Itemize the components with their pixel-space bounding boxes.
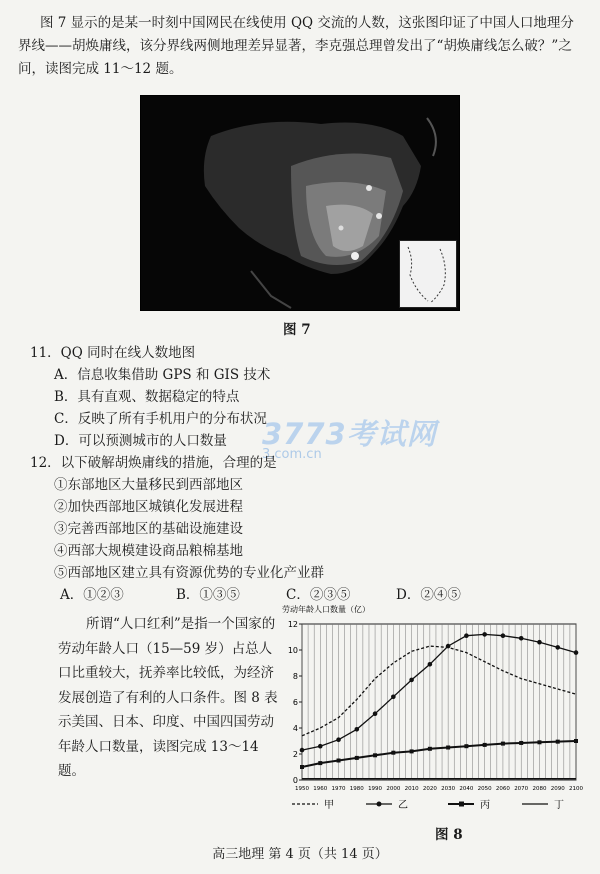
data-point xyxy=(300,765,304,769)
data-point xyxy=(555,645,560,650)
data-point xyxy=(574,739,578,743)
figure-8-caption: 图 8 xyxy=(435,827,463,843)
data-point xyxy=(336,737,341,742)
data-point xyxy=(318,744,323,749)
data-point xyxy=(355,727,360,732)
data-point xyxy=(446,746,450,750)
x-tick-label: 2050 xyxy=(477,786,492,792)
q12-item-1: ①东部地区大量移民到西部地区 xyxy=(54,477,243,493)
chart-legend xyxy=(292,799,564,811)
legend-label-乙: 乙 xyxy=(398,800,408,811)
plot-frame xyxy=(302,624,576,780)
q11-option-c: C．反映了所有手机用户的分布状况 xyxy=(54,411,267,427)
data-point xyxy=(519,741,523,745)
q12-item-5: ⑤西部地区建立具有资源优势的专业化产业群 xyxy=(54,565,324,581)
data-point xyxy=(556,740,560,744)
page-footer: 高三地理 第 4 页（共 14 页） xyxy=(212,847,388,862)
x-tick-label: 2090 xyxy=(550,786,565,792)
y-tick-label: 10 xyxy=(287,646,298,655)
data-point xyxy=(410,749,414,753)
series-line-甲 xyxy=(302,646,576,736)
legend-label-丁: 丁 xyxy=(554,800,564,811)
chart-series xyxy=(300,632,579,779)
inset-graphic xyxy=(400,241,456,307)
data-point xyxy=(482,632,487,637)
data-point xyxy=(373,711,378,716)
question-11-stem: 11．QQ 同时在线人数地图 xyxy=(30,345,196,361)
x-tick-label: 2070 xyxy=(514,786,529,792)
q12-item-4: ④西部大规模建设商品粮棉基地 xyxy=(54,543,243,559)
series-line-丙 xyxy=(302,741,576,767)
x-tick-label: 2060 xyxy=(495,786,510,792)
x-tick-label: 1950 xyxy=(295,786,309,792)
intro-paragraph: 图 7 显示的是某一时刻中国网民在线使用 QQ 交流的人数，这张图印证了中国人口地理分界线——胡焕庸线，该分界线两侧地理差异显著，李克强总理曾发出了“胡焕庸线怎么破？”之问，读图完成 11～12 题。 xyxy=(18,15,574,77)
y-tick-label: 2 xyxy=(292,750,298,759)
x-tick-label: 1980 xyxy=(349,786,364,792)
data-point xyxy=(519,636,524,641)
data-point xyxy=(537,740,541,744)
figure-7-caption: 图 7 xyxy=(283,322,311,338)
x-tick-label: 2080 xyxy=(532,786,547,792)
data-point xyxy=(501,633,506,638)
x-tick-label: 2030 xyxy=(441,786,456,792)
q11-option-d: D．可以预测城市的人口数量 xyxy=(54,433,227,449)
data-point xyxy=(337,759,341,763)
q12-choice-d: D．②④⑤ xyxy=(396,587,461,603)
q12-item-2: ②加快西部地区城镇化发展进程 xyxy=(54,499,243,515)
q12-item-3: ③完善西部地区的基础设施建设 xyxy=(54,521,243,537)
south-china-sea-inset xyxy=(399,240,457,308)
y-tick-label: 8 xyxy=(292,672,298,681)
q11-option-a: A．信息收集借助 GPS 和 GIS 技术 xyxy=(54,367,271,383)
data-point xyxy=(318,761,322,765)
x-tick-labels xyxy=(295,786,583,792)
x-tick-label: 1960 xyxy=(313,786,328,792)
y-tick-labels xyxy=(288,620,302,785)
q11-option-b: B．具有直观、数据稳定的特点 xyxy=(54,389,240,405)
q12-choice-c: C．②③⑤ xyxy=(286,587,351,603)
data-point xyxy=(428,747,432,751)
q12-choice-b: B．①③⑤ xyxy=(176,587,240,603)
data-point xyxy=(409,678,414,683)
legend-marker xyxy=(377,802,382,807)
x-tick-label: 2020 xyxy=(422,786,437,792)
x-tick-label: 2000 xyxy=(386,786,401,792)
x-tick-label: 1970 xyxy=(331,786,346,792)
data-point xyxy=(537,640,542,645)
x-tick-label: 2040 xyxy=(459,786,474,792)
x-tick-label: 2100 xyxy=(569,786,583,792)
data-point xyxy=(428,662,433,667)
series-line-乙 xyxy=(302,634,576,750)
y-tick-label: 12 xyxy=(287,620,298,629)
question-12-stem: 12．以下破解胡焕庸线的措施，合理的是 xyxy=(30,455,277,471)
data-point xyxy=(574,650,579,655)
data-point xyxy=(446,644,451,649)
q12-choice-a: A．①②③ xyxy=(60,587,124,603)
population-dividend-passage: 所谓“人口红利”是指一个国家的劳动年龄人口（15—59 岁）占总人口比重较大，抚养率比较低，为经济发展创造了有利的人口条件。图 8 表示美国、日本、印度、中国四国劳动年龄人口数量，读图完成 13～14 题。 xyxy=(58,616,278,779)
y-tick-label: 0 xyxy=(292,776,298,785)
legend-marker xyxy=(459,802,464,807)
data-point xyxy=(483,743,487,747)
x-tick-label: 1990 xyxy=(368,786,383,792)
y-axis-label: 劳动年龄人口数量（亿） xyxy=(282,605,370,614)
watermark-logo: 3773考试网 xyxy=(262,417,437,451)
legend-label-甲: 甲 xyxy=(324,800,334,811)
figure-8-chart xyxy=(278,602,588,824)
china-qq-online-map xyxy=(140,95,460,311)
y-tick-label: 4 xyxy=(292,724,298,733)
chart-grid xyxy=(302,624,576,780)
data-point xyxy=(464,744,468,748)
legend-label-丙: 丙 xyxy=(480,800,490,811)
data-point xyxy=(464,633,469,638)
data-point xyxy=(501,742,505,746)
x-tick-label: 2010 xyxy=(404,786,419,792)
data-point xyxy=(391,751,395,755)
y-tick-label: 6 xyxy=(292,698,298,707)
watermark-url: 3.com.cn xyxy=(262,447,322,462)
data-point xyxy=(355,756,359,760)
data-point xyxy=(300,748,305,753)
data-point xyxy=(391,695,396,700)
data-point xyxy=(373,753,377,757)
